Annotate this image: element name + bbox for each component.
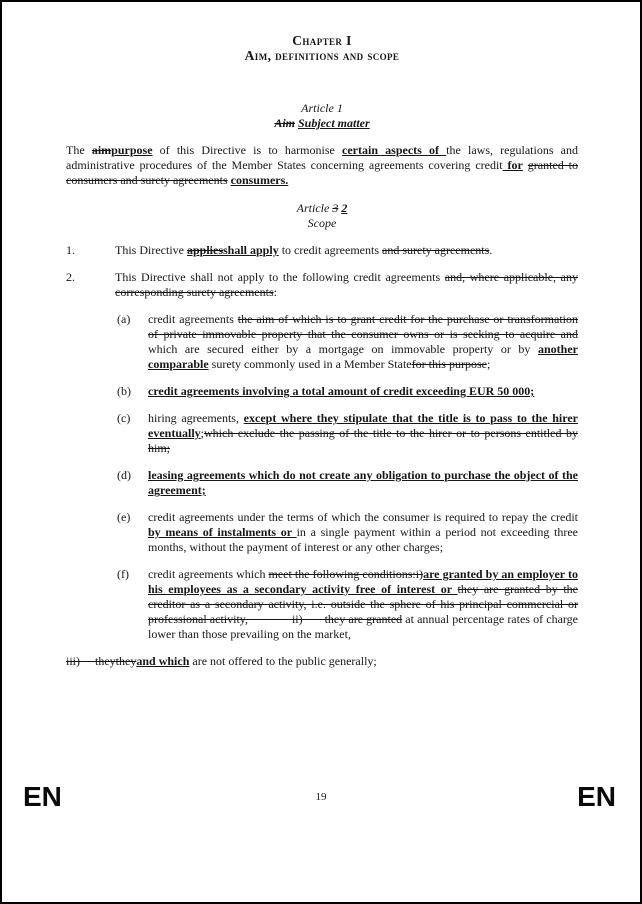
point-b-text: credit agreements involving a total amount of credit exceeding EUR 50 000; xyxy=(148,384,535,398)
point-b xyxy=(117,384,578,399)
chapter-heading xyxy=(66,2,578,63)
point-e-label: (e) xyxy=(117,510,131,524)
paragraph-2-text: This Directive shall not apply to the following credit agreements and, where applicable, any corresponding surety agreements: xyxy=(115,270,578,299)
point-a-text: credit agreements the aim of which is to grant credit for the purchase or transformation of private immovable property that the consumer owns or is seeking to acquire and which are secured either by a mortgage on immovable property or by another comparable surety commonly used in a Member Statefor this purpose; xyxy=(148,312,578,371)
article-2-number: Article 3 2 xyxy=(296,201,348,215)
paragraph-1 xyxy=(66,243,578,258)
language-code-left: EN xyxy=(23,781,62,812)
point-d-label: (d) xyxy=(117,468,131,482)
article-1-number: Article 1 xyxy=(301,101,343,115)
point-c-label: (c) xyxy=(117,411,131,425)
point-d-text: leasing agreements which do not create any obligation to purchase the object of the agreement; xyxy=(148,468,578,497)
paragraph-1-text: This Directive appliesshall apply to credit agreements and surety agreements. xyxy=(115,243,493,257)
point-c-text: hiring agreements, except where they stipulate that the title is to pass to the hirer eventually;which exclude the passing of the title to the hirer or to persons entitled by him; xyxy=(148,411,578,455)
language-code-right: EN xyxy=(577,781,616,812)
article-1-body: The aimpurpose of this Directive is to harmonise certain aspects of the laws, regulations and administrative procedures of the Member States concerning agreements covering credit for granted to consumers and surety agreements consumers. xyxy=(66,143,578,187)
point-iii-line: iii) theytheyand which are not offered to the public generally; xyxy=(66,654,377,668)
point-e-text: credit agreements under the terms of which the consumer is required to repay the credit by means of instalments or in a single payment within a period not exceeding three months, without the payment of interest or any other charges; xyxy=(148,510,578,554)
point-b-label: (b) xyxy=(117,384,131,398)
point-f-label: (f) xyxy=(117,567,129,581)
point-d xyxy=(117,468,578,498)
paragraph-2-number: 2. xyxy=(66,270,75,284)
point-a xyxy=(117,312,578,372)
article-2-title: Scope xyxy=(307,216,337,230)
article-1-title: Aim Subject matter xyxy=(274,116,370,130)
point-c xyxy=(117,411,578,456)
article-2-heading xyxy=(66,201,578,231)
point-f-text: credit agreements which meet the following conditions:i)are granted by an employer to his employees as a secondary activity free of interest or they are granted by the creditor as a secondary activity, i.e. outside the sphere of his principal commercial or professional activity, ii) they are granted at annual percentage rates of charge lower than those prevailing on the market, xyxy=(148,567,579,641)
page-number: 19 xyxy=(315,791,327,803)
point-e xyxy=(117,510,578,555)
chapter-subtitle: Aim, definitions and scope xyxy=(244,48,400,63)
point-f xyxy=(117,567,578,642)
paragraph-1-number: 1. xyxy=(66,243,75,257)
article-1-heading xyxy=(66,101,578,131)
page-content xyxy=(66,2,578,681)
point-a-label: (a) xyxy=(117,312,131,326)
chapter-title: Chapter I xyxy=(292,33,352,48)
paragraph-2 xyxy=(66,270,578,300)
